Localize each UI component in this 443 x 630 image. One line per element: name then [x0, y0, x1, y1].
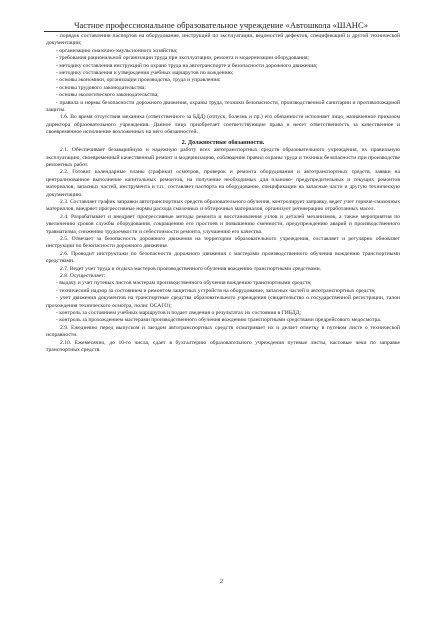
list-item: - требования рациональной организации труда при эксплуатации, ремонта и модернизации оборудования; [56, 55, 310, 62]
page-header: Частное профессиональное образовательное учреждение «Автошкола «ШАНС» [44, 20, 398, 32]
list-item: - учет движения документов на транспортные средства образовательного учреждения (свидетельство о государственной регистрации, талон прохождения технического осмотра, полис ОСАГО); [46, 295, 400, 309]
paragraph: 2.5. Отвечает за безопасность дорожного движения на территории образовательного учреждения, составляет и регулярно обновляет инструкции по безопасности дорожного движения. [46, 235, 400, 250]
page-content [46, 33, 400, 354]
list-item: - организацию смазочно-эмульсионного хозяйства; [56, 47, 178, 54]
list-item: - методику составления и утверждения учебных маршрутов по вождению; [56, 70, 234, 77]
page-number: 2 [219, 578, 224, 585]
paragraph: 2.4. Разрабатывает и внедряет прогрессивные методы ремонта и восстановления узлов и деталей механизмов, а также мероприятия по увеличению сроков службы оборудования, сокращению его простоев и повышению сменности, предупреждению аварий и производственного травматизма, снижению трудоемкости и себестоимости ремонта, улучшению его качества. [46, 213, 400, 235]
list-item: - основы экологического законодательства; [56, 92, 159, 99]
section-title: 2. Должностные обязанности. [181, 138, 265, 146]
list-item: - выдачу и учет путевых листов мастерам производственного обучения вождению транспортными средств; [56, 280, 312, 287]
paragraph: 2.8. Осуществляет: [60, 273, 106, 279]
paragraph: 1.6. Во время отсутствия механика (ответственного за БДД) (отпуск, болезнь и пр.) его обязанности исполняет лицо, назначенное приказом директора образовательного учреждения. Данное лицо приобретает соответствующие права и несет ответственность за качественное и своевременное исполнение возложенных на него обязанностей. [46, 114, 400, 136]
list-item: - правила и нормы безопасности дорожного движения, охраны труда, техники безопасности, производственной санитарии и противопожарной защиты. [46, 99, 400, 114]
list-item: - контроль за состоянием учебных маршрутов и подает сведения о результатах их состояния в ГИБДД; [56, 310, 301, 317]
list-item: - методику составления инструкций по охране труда на автотранспорте и безопасности дорожного движения; [56, 62, 318, 69]
list-item: - технический надзор за состоянием и ремонтом защитных устройств на оборудование, запасных частей и автотранспортных средств; [56, 287, 376, 294]
paragraph: 2.10. Ежемесячно, до 10-го числа, сдает в бухгалтерию образовательного учреждения путевые листы, кассовые чеки по заправке транспортных средств. [46, 339, 400, 354]
list-item: - основы трудового законодательства; [56, 84, 146, 91]
paragraph: 2.7. Ведет учет труда и отдыха мастеров производственного обучения вождению транспортными средствами. [60, 265, 322, 272]
paragraph: 2.2. Готовит календарные планы (графики) осмотров, проверок и ремонта оборудования и автотранспортных средств, заявки на централизованное выполнение капитальных ремонтов, на получение необходимых для планово- предупредительных и текущих ремонтов материалов, запасных частей, инструмента и т.п., составляет паспорта на оборудование, спецификации на запасные части и другую техническую документацию. [46, 169, 400, 198]
list-item: - основы экономики, организации производства, труда и управления; [56, 77, 221, 84]
paragraph: 2.3. Составляет график заправки автотранспортных средств образовательного обучения, контролирует заправку, ведет учет горюче-смазочных материалов, внедряет прогрессивные нормы расхода смазочных и обтирочных материалов, организует регенерацию отработанных масел. [46, 198, 400, 213]
paragraph: 2.1. Обеспечивает безаварийную и надежную работу всех автотранспортных средств образовательного учреждения, их правильную эксплуатацию, своевременный качественный ремонт и модернизацию, соблюдение правил охраны труда и техники безопасности при производстве ремонтных работ. [46, 147, 400, 168]
paragraph: 2.6. Проводит инструктажи по безопасности дорожного движения с мастерами производственного обучения вождению транспортными средствами. [46, 250, 400, 265]
list-item: - контроль за прохождением мастерами производственного обучения вождению транспортными средствами предрейсового медосмотра. [56, 317, 382, 324]
list-item: - порядок составления паспортов на оборудование, инструкций по эксплуатации, ведомостей дефектов, спецификаций и другой технической документации; [46, 33, 400, 47]
paragraph: 2.9. Ежедневно перед выпуском и заездом автотранспортных средств осматривает их и делает отметку в путевом листе о технической исправности. [46, 324, 400, 339]
